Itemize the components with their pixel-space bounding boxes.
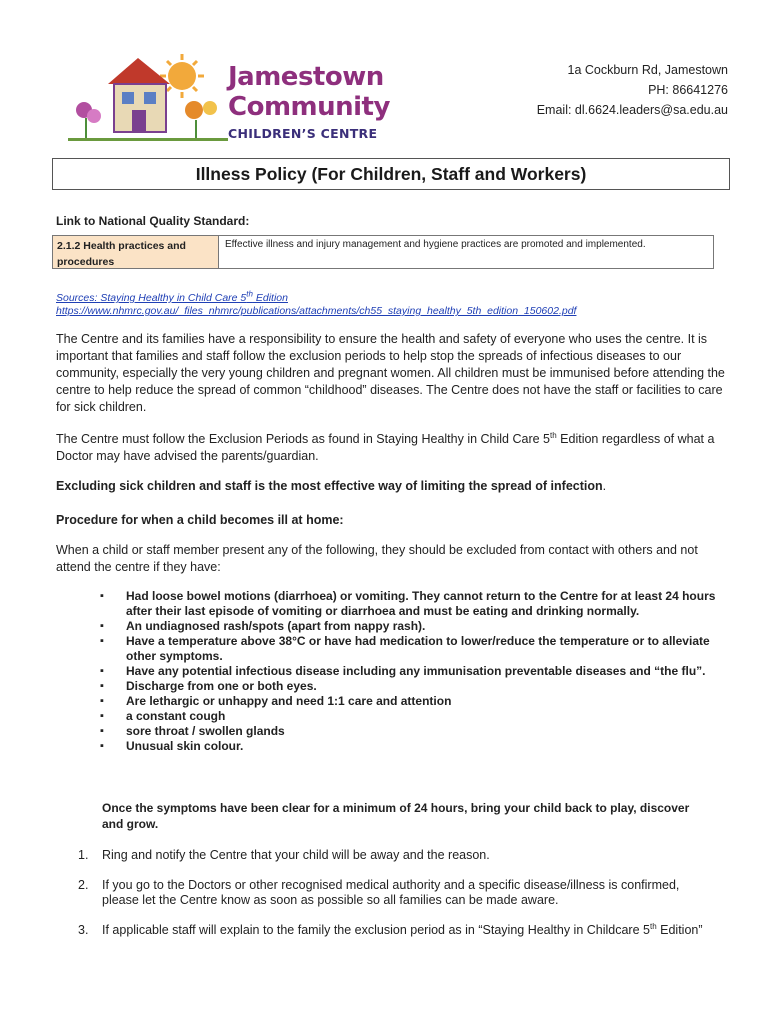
step-text: If applicable staff will explain to the family the exclusion period as in “Staying Healthy in Childcare 5th Edition” — [102, 921, 703, 937]
procedure-heading: Procedure for when a child becomes ill at home: — [56, 513, 344, 527]
step-2 — [78, 878, 718, 908]
sources-label: Sources: — [56, 292, 101, 304]
contact-block — [537, 60, 728, 120]
list-item: ▪ Unusual skin colour. — [100, 739, 720, 754]
contact-email: Email: dl.6624.leaders@sa.edu.au — [536, 103, 728, 117]
list-item: ▪ Have any potential infectious disease including any immunisation preventable diseases and “the flu”. — [100, 664, 720, 679]
sources-title[interactable]: Staying Healthy in Child Care 5th Edition — [100, 289, 288, 304]
list-item: ▪ Are lethargic or unhappy and need 1:1 care and attention — [100, 694, 720, 709]
logo-house-icon — [66, 50, 236, 150]
step-number: 2. — [78, 878, 89, 892]
nqs-label: Link to National Quality Standard: — [56, 214, 250, 228]
list-item: ▪ Have a temperature above 38°C or have had medication to lower/reduce the temperature or to alleviate other symptoms. — [100, 634, 720, 664]
list-item: ▪ a constant cough — [100, 709, 720, 724]
logo-subtitle: CHILDREN’S CENTRE — [228, 126, 378, 141]
symptom-list — [100, 589, 720, 754]
list-item: ▪ An undiagnosed rash/spots (apart from nappy rash). — [100, 619, 720, 634]
step-number: 1. — [78, 848, 89, 862]
title-box — [52, 158, 730, 190]
sources-url-link[interactable]: https://www.nhmrc.gov.au/_files_nhmrc/publications/attachments/ch55_staying_healthy_5th_edition_150602.pdf — [56, 305, 577, 317]
nqs-description: Effective illness and injury management and hygiene practices are promoted and implemented. — [225, 239, 646, 250]
list-item: ▪ Had loose bowel motions (diarrhoea) or vomiting. They cannot return to the Centre for at least 24 hours after their last episode of vomiting or diarrhoea and must be eating and drinking normally. — [100, 589, 720, 619]
paragraph-exclusion-intro: When a child or staff member present any of the following, they should be excluded from contact with others and not attend the centre if they have: — [56, 543, 698, 574]
paragraph-key-statement: Excluding sick children and staff is the most effective way of limiting the spread of infection. — [56, 479, 607, 493]
list-item: ▪ Discharge from one or both eyes. — [100, 679, 720, 694]
step-number: 3. — [78, 923, 89, 937]
sources — [56, 289, 577, 318]
list-item: ▪ sore throat / swollen glands — [100, 724, 720, 739]
step-text: If you go to the Doctors or other recognised medical authority and a specific disease/illness is confirmed, please let the Centre know as soon as possible so all families can be made aware. — [102, 878, 680, 907]
step-3 — [78, 923, 718, 938]
contact-phone: PH: 86641276 — [648, 83, 728, 97]
contact-address: 1a Cockburn Rd, Jamestown — [567, 63, 728, 77]
paragraph-responsibility: The Centre and its families have a responsibility to ensure the health and safety of everyone who uses the centre. It is important that families and staff follow the exclusion periods to help stop the spreads of infectious diseases to our community, especially the very young children and pregnant women. All children must be immunised before attending the centre to help reduce the spread of common “childhood” diseases. The Centre does not have the staff or facilities to care for sick children. — [56, 332, 725, 414]
nqs-code: 2.1.2 Health practices and procedures — [53, 236, 219, 268]
page-title: Illness Policy (For Children, Staff and Workers) — [195, 163, 587, 184]
step-text: Ring and notify the Centre that your child will be away and the reason. — [102, 848, 490, 862]
logo-name-line1: Jamestown — [228, 62, 384, 92]
logo-name-line2: Community — [228, 92, 390, 122]
return-note: Once the symptoms have been clear for a minimum of 24 hours, bring your child back to play, discover and grow. — [102, 801, 690, 831]
centre-logo — [66, 50, 390, 150]
nqs-table — [52, 235, 714, 269]
step-1 — [78, 848, 718, 863]
paragraph-exclusion-periods: The Centre must follow the Exclusion Periods as found in Staying Healthy in Child Care 5th Edition regardless of what a Doctor may have advised the parents/guardian. — [56, 430, 715, 463]
